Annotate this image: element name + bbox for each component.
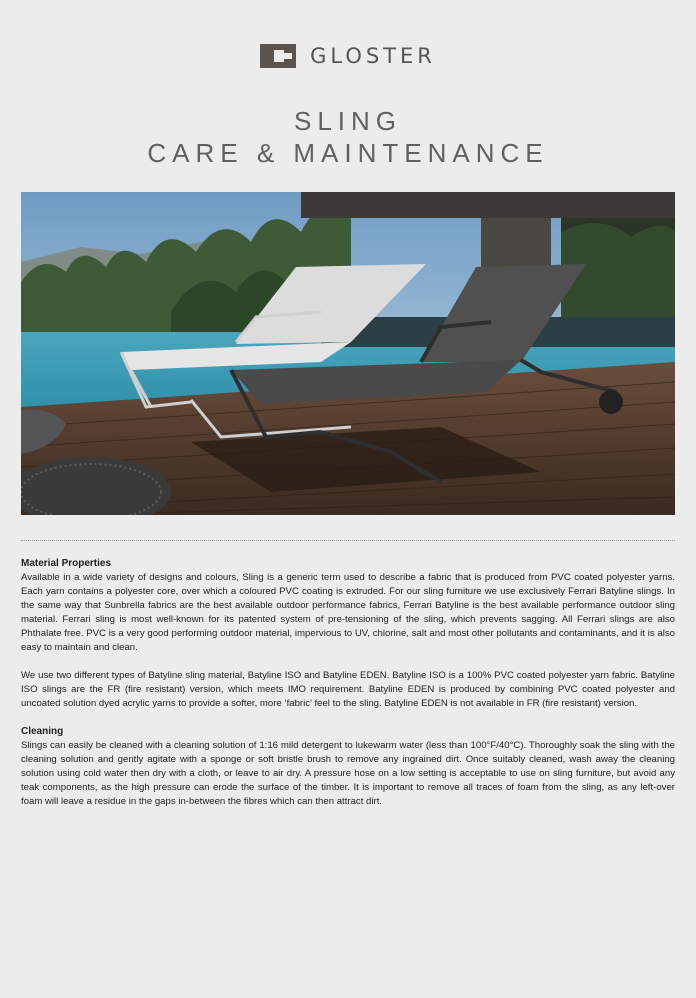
paragraph: We use two different types of Batyline sling material, Batyline ISO and Batyline EDEN. Batyline ISO is a 100% PVC coated polyester yarn fabric. Batyline ISO slings are the FR (fire resistant) version, which meets IMO requirement. Batyline EDEN is produced by combining PVC coated polyester and uncoated solution dyed acrylic yarns to provide a softer, more ‘fabric’ feel to the sling. Batyline EDEN is not available in FR (fire resistant) version. — [21, 670, 675, 709]
brand-logo — [0, 44, 696, 68]
paragraph: Available in a wide variety of designs and colours, Sling is a generic term used to describe a fabric that is produced from PVC coated polyester yarns. Each yarn contains a polyester core, over which a coloured PVC coating is extruded. For our sling furniture we use exclusively Ferrari Batyline slings. In the same way that Sunbrella fabrics are the best available outdoor performance fabrics, Ferrari Batyline is the best available performance outdoor sling material. Ferrari sling is most well-known for its patented system of pre-tensioning of the sling, which prevents sagging. All Ferrari slings are also Phthalate free. PVC is a very good performing outdoor material, impervious to UV, chlorine, salt and most other pollutants and contaminants, and it is also easy to maintain and clean. — [21, 572, 675, 653]
page-title-line-1: SLING — [293, 106, 403, 136]
section-heading: Cleaning — [21, 726, 64, 737]
sun-loungers-photo — [21, 192, 675, 515]
section-cleaning — [21, 725, 675, 809]
brand-name: GLOSTER — [310, 44, 436, 68]
gloster-logo-mark-icon — [260, 44, 296, 68]
section-divider — [21, 540, 675, 541]
page-title — [0, 105, 696, 169]
paragraph: Slings can easily be cleaned with a cleaning solution of 1:16 mild detergent to lukewarm water (less than 100°F/40°C). Thoroughly soak the sling with the cleaning solution and gently agitate with a sponge or soft bristle brush to remove any ingrained dirt. Once suitably cleaned, wash away the cleaning solution using cold water then dry with a cloth, or leave to air dry. A pressure hose on a low setting is acceptable to use on sling furniture, but avoid any teak components, as the high pressure can erode the surface of the timber. It is important to remove all traces of foam from the sling, as any left-over foam will leave a residue in the gaps in-between the fibres which can then attract dirt. — [21, 740, 675, 807]
page-title-line-2: CARE & MAINTENANCE — [147, 138, 549, 168]
section-heading: Material Properties — [21, 558, 112, 569]
content-body — [21, 557, 675, 823]
section-material-properties — [21, 557, 675, 711]
